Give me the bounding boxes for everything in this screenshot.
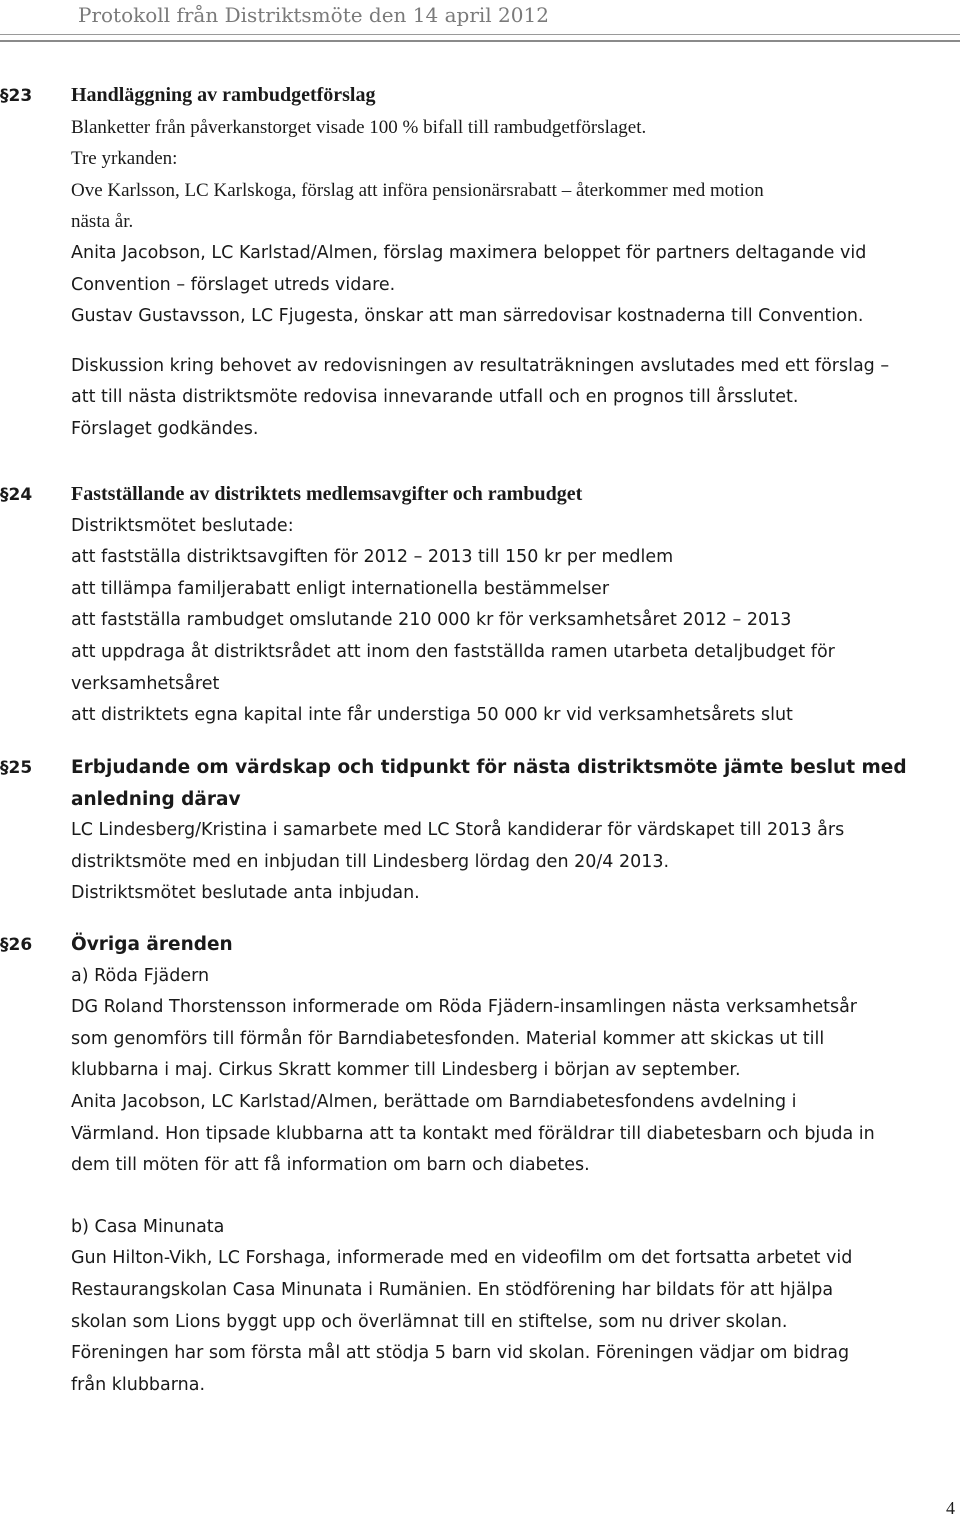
header-rule-thin: [0, 34, 960, 35]
page-header-title: Protokoll från Distriktsmöte den 14 april 2012: [78, 3, 549, 27]
header-rule-thick: [0, 40, 960, 42]
paragraph-line: att till nästa distriktsmöte redovisa innevarande utfall och en prognos till årsslutet.: [71, 387, 799, 408]
section-number: §25: [0, 758, 33, 778]
paragraph-line: Värmland. Hon tipsade klubbarna att ta kontakt med föräldrar till diabetesbarn och bjuda in: [71, 1123, 875, 1144]
paragraph-line: verksamhetsåret: [71, 673, 220, 694]
paragraph-line: att tillämpa familjerabatt enligt internationella bestämmelser: [71, 578, 610, 599]
paragraph-line: Restaurangskolan Casa Minunata i Rumänien. En stödförening har bildats för att hjälpa: [71, 1279, 834, 1300]
paragraph-line: att fastställa rambudget omslutande 210 000 kr för verksamhetsåret 2012 – 2013: [71, 610, 792, 631]
paragraph-line: Föreningen har som första mål att stödja 5 barn vid skolan. Föreningen vädjar om bidrag: [71, 1343, 850, 1364]
paragraph-line: att distriktets egna kapital inte får understiga 50 000 kr vid verksamhetsårets slut: [71, 705, 793, 726]
section-heading: Erbjudande om värdskap och tidpunkt för nästa distriktsmöte jämte beslut med: [71, 757, 907, 778]
paragraph-line: Distriktsmötet beslutade:: [71, 515, 294, 536]
paragraph-line: klubbarna i maj. Cirkus Skratt kommer till Lindesberg i början av september.: [71, 1060, 741, 1081]
paragraph-line: Distriktsmötet beslutade anta inbjudan.: [71, 883, 420, 904]
paragraph-line: att uppdraga åt distriktsrådet att inom den fastställda ramen utarbeta detaljbudget för: [71, 641, 835, 662]
paragraph-line: Blanketter från påverkanstorget visade 100 % bifall till rambudgetförslaget.: [71, 116, 647, 138]
paragraph-line: att fastställa distriktsavgiften för 2012 – 2013 till 150 kr per medlem: [71, 547, 674, 568]
section-number: §24: [0, 485, 33, 505]
section-heading: Övriga ärenden: [71, 934, 233, 955]
paragraph-line: skolan som Lions byggt upp och överlämnat till en stiftelse, som nu driver skolan.: [71, 1311, 788, 1332]
section-heading: Handläggning av rambudgetförslag: [71, 84, 376, 106]
paragraph-line: nästa år.: [71, 211, 134, 233]
page-number: 4: [946, 1498, 955, 1518]
section-number: §26: [0, 935, 33, 955]
paragraph-line: LC Lindesberg/Kristina i samarbete med LC Storå kandiderar för värdskapet till 2013 års: [71, 820, 845, 841]
section-number: §23: [0, 86, 33, 106]
paragraph-line: från klubbarna.: [71, 1374, 206, 1395]
paragraph-line: Gun Hilton-Vikh, LC Forshaga, informerade med en videofilm om det fortsatta arbetet vid: [71, 1248, 853, 1269]
paragraph-line: Convention – förslaget utreds vidare.: [71, 274, 396, 295]
paragraph-line: som genomförs till förmån för Barndiabetesfonden. Material kommer att skickas ut till: [71, 1028, 825, 1049]
section-heading: anledning därav: [71, 788, 241, 810]
subsection-heading: b) Casa Minunata: [71, 1216, 225, 1237]
paragraph-line: Ove Karlsson, LC Karlskoga, förslag att införa pensionärsrabatt – återkommer med motion: [71, 179, 764, 201]
paragraph-line: dem till möten för att få information om barn och diabetes.: [71, 1155, 590, 1176]
paragraph-line: Anita Jacobson, LC Karlstad/Almen, berättade om Barndiabetesfondens avdelning i: [71, 1091, 797, 1112]
section-heading: Fastställande av distriktets medlemsavgifter och rambudget: [71, 483, 583, 505]
paragraph-line: Diskussion kring behovet av redovisningen av resultaträkningen avslutades med ett förslag –: [71, 355, 890, 376]
paragraph-line: Tre yrkanden:: [71, 148, 178, 170]
paragraph-line: Anita Jacobson, LC Karlstad/Almen, förslag maximera beloppet för partners deltagande vid: [71, 242, 867, 263]
paragraph-line: DG Roland Thorstensson informerade om Röda Fjädern-insamlingen nästa verksamhetsår: [71, 997, 857, 1018]
paragraph-line: Förslaget godkändes.: [71, 418, 259, 439]
subsection-heading: a) Röda Fjädern: [71, 965, 210, 986]
paragraph-line: Gustav Gustavsson, LC Fjugesta, önskar att man särredovisar kostnaderna till Convention.: [71, 306, 864, 327]
paragraph-line: distriktsmöte med en inbjudan till Lindesberg lördag den 20/4 2013.: [71, 851, 670, 872]
